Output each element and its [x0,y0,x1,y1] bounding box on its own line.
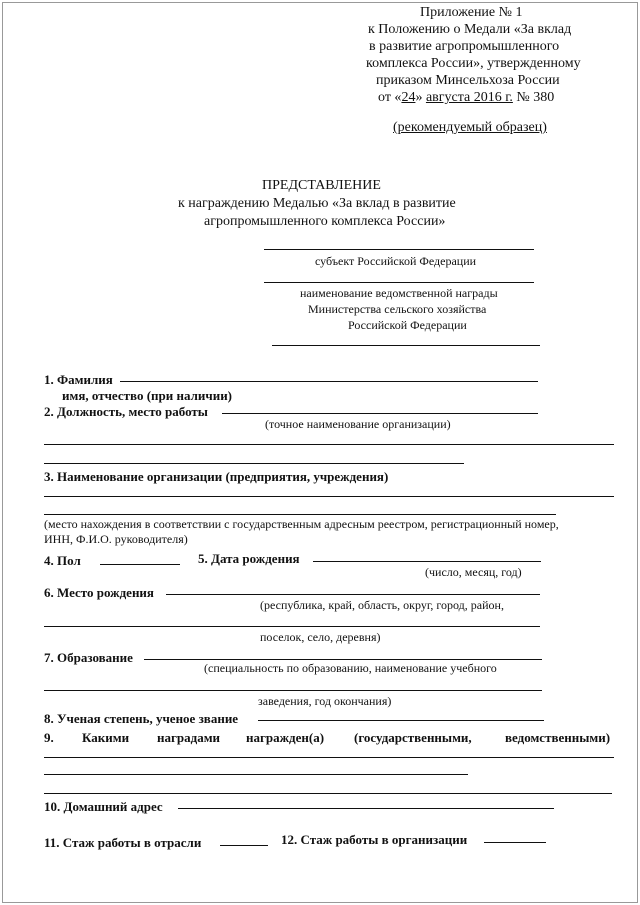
header-line-5: приказом Минсельхоза России [376,73,560,88]
subject-line [264,249,534,250]
sample-note: (рекомендуемый образец) [393,120,547,135]
field-organization-label: 3. Наименование организации (предприятия, учреждения) [44,469,389,484]
header-line-4: комплекса России», утвержденному [366,56,581,71]
header-line-3: в развитие агропромышленного [369,39,560,54]
field-name-label: имя, отчество (при наличии) [62,388,233,403]
order-date-prefix: от « [378,90,402,105]
field-birthdate-label: 5. Дата рождения [198,551,300,566]
field-birthplace-hint-1: (республика, край, область, округ, город, район, [260,598,504,612]
field-address-line[interactable] [178,808,554,809]
field-education-line-2[interactable] [44,690,542,691]
field-organization-hint-1: (место нахождения в соответствии с государственным адресным реестром, регистрационный номер, [44,517,559,531]
subject-caption: субъект Российской Федерации [315,254,477,268]
field-awards-word-3: награжден(а) [246,730,325,745]
award-line [264,282,534,283]
field-surname-label: 1. Фамилия [44,372,113,387]
field-awards-line-3[interactable] [44,793,612,794]
field-position-line-3[interactable] [44,463,464,464]
order-day: 24 [401,90,416,105]
order-month-year: августа 2016 г. [425,90,513,105]
field-organization-line-2[interactable] [44,514,556,515]
field-education-hint-1: (специальность по образованию, наименование учебного [204,661,497,675]
field-awards-number: 9. [44,730,54,745]
field-birthdate-line[interactable] [313,561,541,562]
award-caption-1: наименование ведомственной награды [300,286,498,300]
field-birthplace-line-2[interactable] [44,626,540,627]
field-position-line-2[interactable] [44,444,614,445]
field-org-experience-line[interactable] [484,842,546,843]
appendix-number: Приложение № 1 [420,5,523,20]
order-date-mid: » [415,90,426,105]
field-organization-hint-2: ИНН, Ф.И.О. руководителя) [44,532,188,546]
field-position-label: 2. Должность, место работы [44,404,208,419]
field-education-hint-2: заведения, год окончания) [258,694,392,708]
field-sex-line[interactable] [100,564,180,565]
field-industry-experience-line[interactable] [220,845,268,846]
award-caption-3: Российской Федерации [348,318,467,332]
field-birthplace-line[interactable] [166,594,540,595]
field-awards-line-2[interactable] [44,774,468,775]
order-date-line [378,89,554,106]
title-subline-1: к награждению Медалью «За вклад в развитие [178,196,456,211]
field-birthplace-label: 6. Место рождения [44,585,154,600]
header-line-2: к Положению о Медали «За вклад [368,22,572,37]
field-degree-line[interactable] [258,720,544,721]
field-position-line[interactable] [222,413,538,414]
field-degree-label: 8. Ученая степень, ученое звание [44,711,239,726]
field-surname-line[interactable] [120,381,538,382]
field-organization-line[interactable] [44,496,614,497]
document-title: ПРЕДСТАВЛЕНИЕ [262,178,381,193]
field-sex-label: 4. Пол [44,553,81,568]
field-awards-word-2: наградами [157,730,221,745]
page-frame [2,2,638,903]
field-birthplace-hint-2: поселок, село, деревня) [260,630,381,644]
field-address-label: 10. Домашний адрес [44,799,163,814]
field-education-label: 7. Образование [44,650,133,665]
order-number: № 380 [512,90,555,105]
field-awards-word-1: Какими [82,730,130,745]
field-education-line[interactable] [144,659,542,660]
field-awards-line-1[interactable] [44,757,614,758]
award-line-2 [272,345,540,346]
field-awards-word-5: ведомственными) [505,730,611,745]
field-org-experience-label: 12. Стаж работы в организации [281,832,468,847]
field-awards-word-4: (государственными, [354,730,472,745]
field-birthdate-hint: (число, месяц, год) [425,565,522,579]
title-subline-2: агропромышленного комплекса России» [204,214,446,229]
field-industry-experience-label: 11. Стаж работы в отрасли [44,835,202,850]
award-caption-2: Министерства сельского хозяйства [308,302,487,316]
field-position-hint: (точное наименование организации) [265,417,451,431]
